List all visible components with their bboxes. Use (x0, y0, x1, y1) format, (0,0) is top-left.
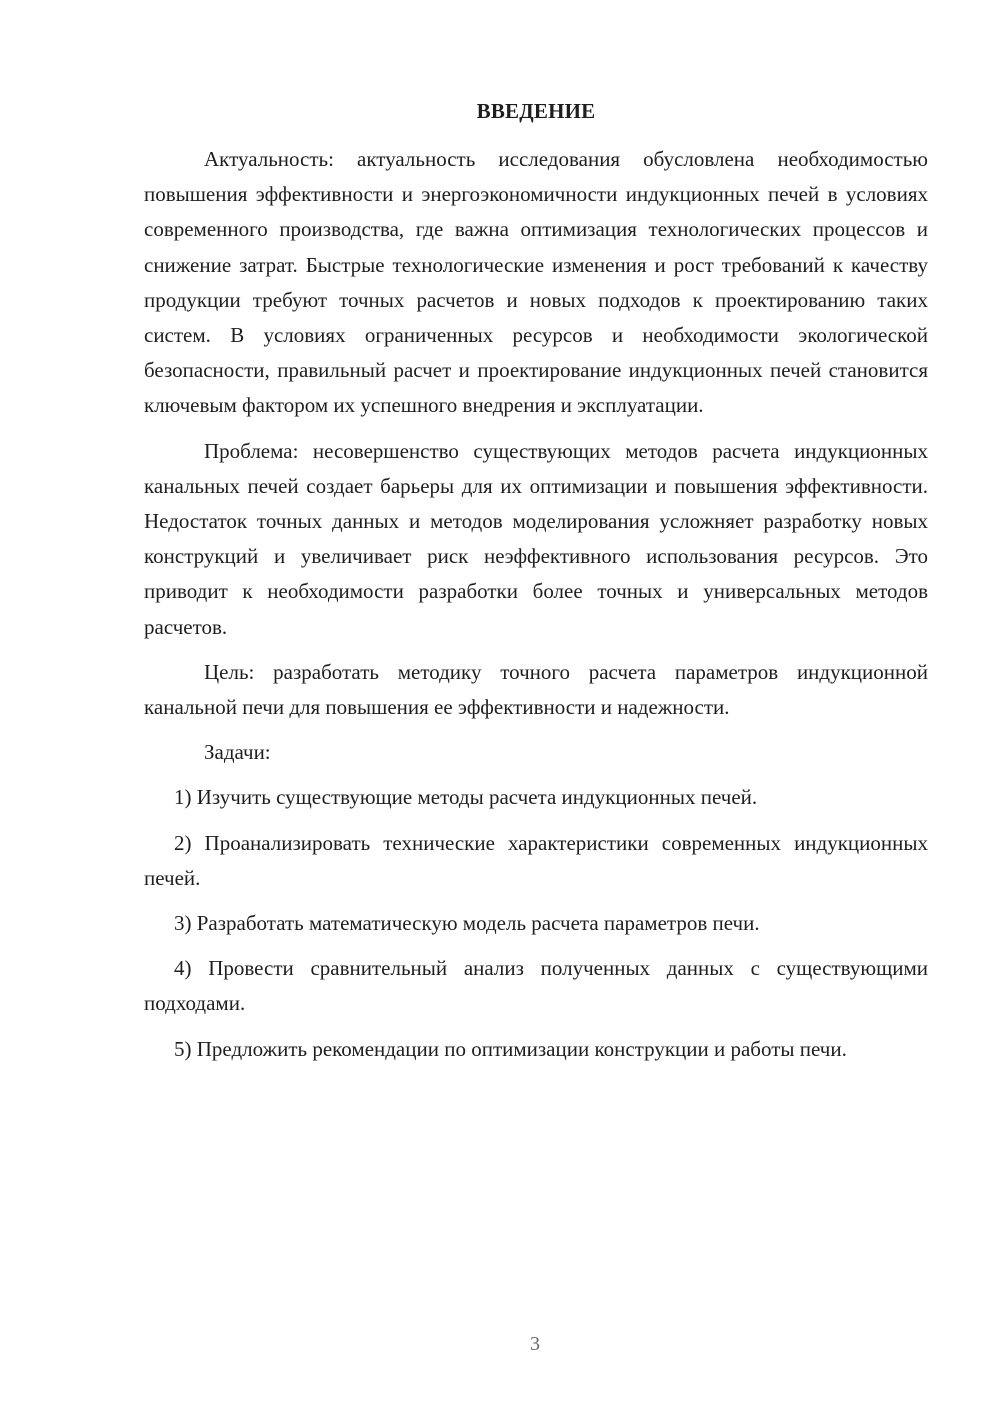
task-item-2: 2) Проанализировать технические характеристики современных индукционных печей. (144, 830, 928, 890)
paragraph-goal: Цель: разработать методику точного расчета параметров индукционной канальной печи для повышения ее эффективности и надежности. (144, 659, 928, 720)
task-item-4: 4) Провести сравнительный анализ полученных данных с существующими подходами. (144, 956, 928, 1016)
paragraph-relevance: Актуальность: актуальность исследования обусловлена необходимостью повышения эффективности и энергоэкономичности индукционных печей в условиях современного производства, где важна оптимизация технологических процессов и снижение затрат. Быстрые технологические изменения и рост требований к качеству продукции требуют точных расчетов и новых подходов к проектированию таких систем. В условиях ограниченных ресурсов и необходимости экологической безопасности, правильный расчет и проектирование индукционных печей становится ключевым фактором их успешного внедрения и эксплуатации. (144, 147, 928, 418)
page-title: ВВЕДЕНИЕ (476, 99, 596, 123)
task-item-3: 3) Разработать математическую модель расчета параметров печи. (174, 911, 760, 936)
page-content (144, 96, 928, 1067)
page-number: 3 (530, 1333, 540, 1355)
paragraph-problem: Проблема: несовершенство существующих методов расчета индукционных канальных печей создает барьеры для их оптимизации и повышения эффективности. Недостаток точных данных и методов моделирования усложняет разработку новых конструкций и увеличивает риск неэффективного использования ресурсов. Это приводит к необходимости разработки более точных и универсальных методов расчетов. (144, 438, 928, 639)
tasks-label: Задачи: (204, 740, 271, 765)
task-item-5: 5) Предложить рекомендации по оптимизации конструкции и работы печи. (174, 1036, 847, 1061)
task-item-1: 1) Изучить существующие методы расчета индукционных печей. (174, 785, 758, 810)
